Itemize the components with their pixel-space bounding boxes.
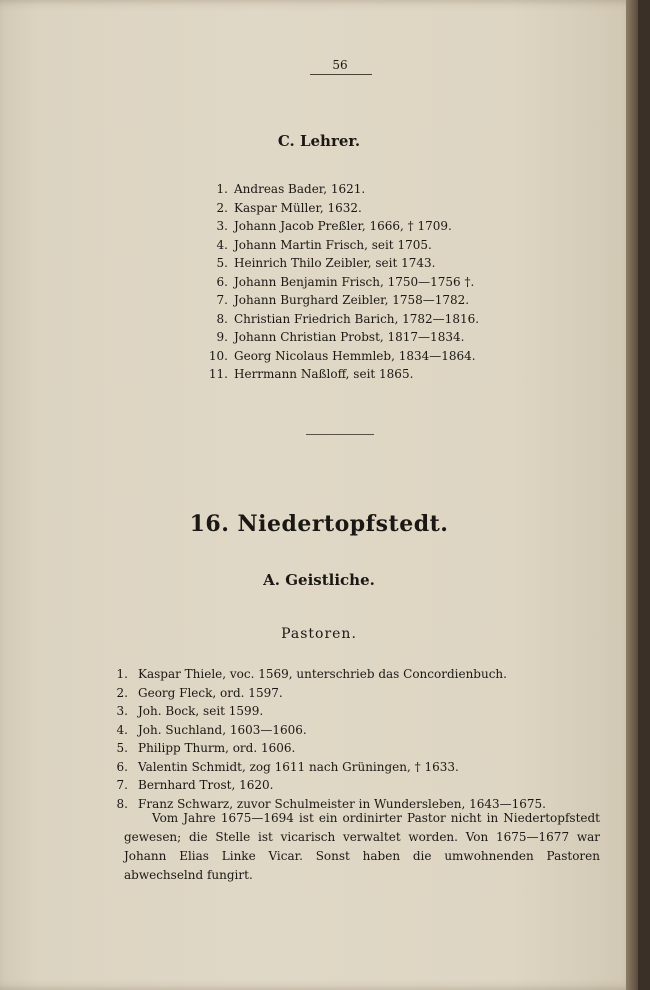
list-item: 4. Joh. Suchland, 1603—1606. [116, 722, 307, 737]
list-item: 1. Kaspar Thiele, voc. 1569, unterschrieb das Concordienbuch. [116, 667, 507, 681]
list-item: 6. Valentin Schmidt, zog 1611 nach Grüningen, † 1633. [116, 759, 459, 774]
list-item: 7. Johann Burghard Zeibler, 1758—1782. [216, 293, 470, 307]
list-item: 4. Johann Martin Frisch, seit 1705. [216, 237, 432, 252]
list-item: 10. Georg Nicolaus Hemmleb, 1834—1864. [208, 348, 476, 363]
page-edge [626, 0, 638, 990]
section-separator [306, 434, 374, 435]
list-item: 3. Joh. Bock, seit 1599. [116, 704, 264, 718]
list-item: 2. Kaspar Müller, 1632. [216, 200, 362, 215]
list-item: 5. Heinrich Thilo Zeibler, seit 1743. [216, 256, 436, 270]
page-number-rule [310, 74, 372, 75]
subsection-heading: A. Geistliche. [263, 571, 375, 589]
teachers-list [200, 180, 479, 384]
pastors-subheading: Pastoren. [281, 626, 357, 642]
list-item: 11. Herrmann Naßloff, seit 1865. [208, 367, 414, 381]
list-item: 3. Johann Jacob Preßler, 1666, † 1709. [216, 219, 452, 233]
list-item: 9. Johann Christian Probst, 1817—1834. [216, 330, 465, 344]
list-item: 8. Christian Friedrich Barich, 1782—1816. [216, 311, 480, 326]
list-item: 8. Franz Schwarz, zuvor Schulmeister in Wundersleben, 1643—1675. [116, 796, 546, 811]
chapter-heading: 16. Niedertopfstedt. [189, 511, 449, 537]
list-item: 5. Philipp Thurm, ord. 1606. [116, 741, 296, 755]
list-item: 7. Bernhard Trost, 1620. [116, 778, 274, 792]
page-number: 56 [332, 58, 348, 72]
pastors-list [112, 665, 546, 813]
section-c-heading: C. Lehrer. [277, 132, 361, 150]
list-item: 2. Georg Fleck, ord. 1597. [116, 685, 283, 700]
list-item: 6. Johann Benjamin Frisch, 1750—1756 †. [216, 274, 475, 289]
footnote-paragraph: Vom Jahre 1675—1694 ist ein ordinirter Pastor nicht in Niedertopfstedt gewesen; die Stelle ist vicarisch verwaltet worden. Von 1675—1677 war Johann Elias Linke Vicar. Sonst haben die umwohnenden Pastoren abwechselnd fungirt. [124, 811, 600, 882]
list-item: 1. Andreas Bader, 1621. [216, 182, 366, 196]
